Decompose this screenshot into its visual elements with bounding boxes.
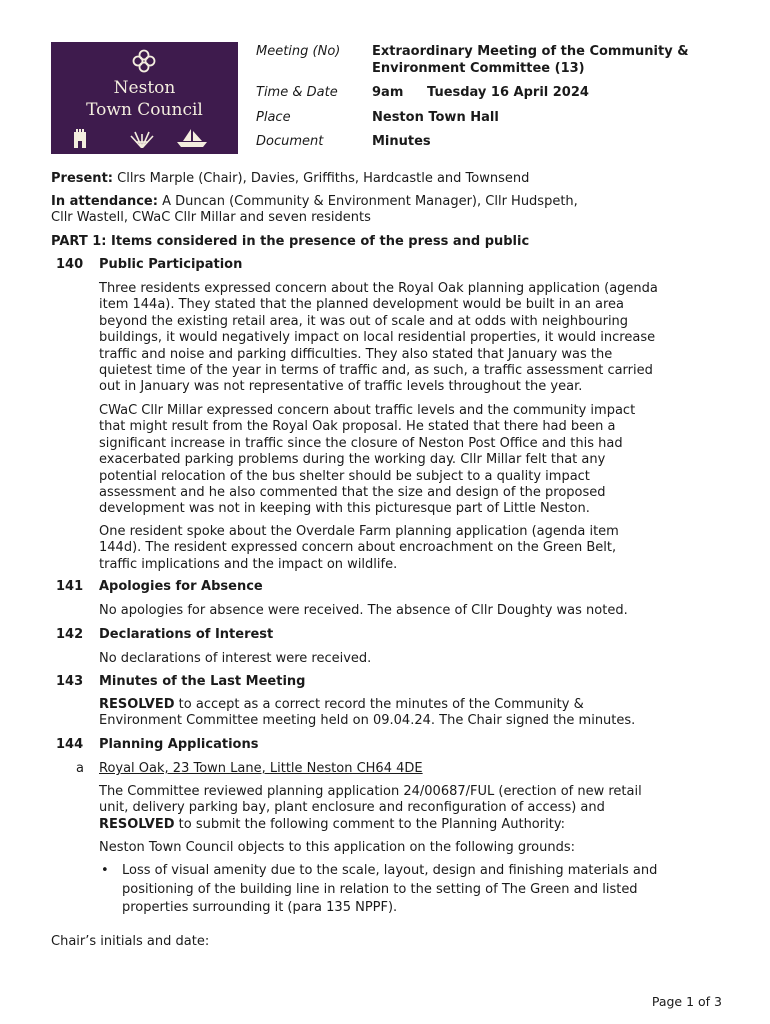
text-line <box>99 697 719 713</box>
sub-item-title-royal-oak: Royal Oak, 23 Town Lane, Little Neston CH64 4DE <box>99 761 423 776</box>
text-line: unit, delivery parking bay, plant enclosure and reconfiguration of access) and <box>99 800 605 816</box>
public-participation-para-3 <box>99 524 719 573</box>
text-line: positioning of the building line in relation to the setting of The Green and listed <box>122 881 638 897</box>
text-line: Environment Committee meeting held on 09.04.24. The Chair signed the minutes. <box>99 713 636 729</box>
item-number-140: 140 <box>56 257 84 272</box>
tower-icon <box>73 128 87 148</box>
text-line: exacerbated parking problems during the working day. Cllr Millar felt that any <box>99 452 606 468</box>
attendance-label: In attendance: <box>51 194 158 209</box>
chair-initials-label: Chair’s initials and date: <box>51 934 210 949</box>
text-line: Loss of visual amenity due to the scale, layout, design and finishing materials and <box>122 863 658 878</box>
apologies-text: No apologies for absence were received. The absence of Cllr Doughty was noted. <box>99 603 628 618</box>
resolved-label: RESOLVED <box>99 816 175 832</box>
present-text: Cllrs Marple (Chair), Davies, Griffiths, Hardcastle and Townsend <box>117 171 530 186</box>
document-value: Minutes <box>372 134 431 149</box>
text-line: assessment and he also commented that the size and design of the proposed <box>99 485 606 501</box>
place-value: Neston Town Hall <box>372 110 499 125</box>
item-number-142: 142 <box>56 627 84 642</box>
text-line: beyond the existing retail area, it was out of scale and at odds with neighbouring <box>99 313 629 329</box>
ship-icon <box>175 128 209 148</box>
item-number-143: 143 <box>56 674 84 689</box>
logo-line-2: Town Council <box>86 100 203 120</box>
document-label: Document <box>256 134 324 149</box>
declarations-text: No declarations of interest were received. <box>99 651 372 666</box>
wheat-sheaf-icon <box>129 128 155 148</box>
date-value: Tuesday 16 April 2024 <box>427 85 589 100</box>
council-logo <box>51 42 238 154</box>
part1-heading: PART 1: Items considered in the presence of the press and public <box>51 234 530 249</box>
celtic-knot-icon <box>131 48 157 74</box>
text-line: that might result from the Royal Oak proposal. He stated that there had been a <box>99 419 616 435</box>
bullet-marker: • <box>101 863 109 878</box>
text-line <box>99 817 719 833</box>
time-date-label: Time & Date <box>256 85 338 100</box>
text-line: Three residents expressed concern about the Royal Oak planning application (agenda <box>99 281 658 296</box>
page-number: Page 1 of 3 <box>651 994 722 1009</box>
text-line: properties surrounding it (para 135 NPPF). <box>122 900 398 916</box>
place-label: Place <box>256 110 291 125</box>
text-line: development was not in keeping with this picturesque part of Little Neston. <box>99 501 590 517</box>
resolution-text: to accept as a correct record the minutes of the Community & <box>178 697 584 712</box>
meeting-value-line-1: Extraordinary Meeting of the Community & <box>372 44 689 59</box>
objection-intro: Neston Town Council objects to this application on the following grounds: <box>99 840 575 855</box>
text-line: out in January was not representative of traffic levels throughout the year. <box>99 379 583 395</box>
sub-item-letter: a <box>76 761 84 776</box>
item-title-declarations: Declarations of Interest <box>99 627 274 642</box>
attendance-text-2: Cllr Wastell, CWaC Cllr Millar and seven residents <box>51 210 371 225</box>
text-line: 144d). The resident expressed concern about encroachment on the Green Belt, <box>99 540 617 556</box>
text-line: CWaC Cllr Millar expressed concern about traffic levels and the community impact <box>99 403 636 418</box>
attendance-text-1: A Duncan (Community & Environment Manager), Cllr Hudspeth, <box>162 194 578 209</box>
item-title-planning: Planning Applications <box>99 737 259 752</box>
planning-review-para <box>99 784 719 833</box>
public-participation-para-2 <box>99 403 719 518</box>
text-line: item 144a). They stated that the planned development would be built in an area <box>99 297 624 313</box>
text-line: traffic and noise and parking difficulties. They also stated that January was the <box>99 346 613 362</box>
resolved-label: RESOLVED <box>99 697 175 712</box>
objection-bullet <box>122 862 722 918</box>
item-title-apologies: Apologies for Absence <box>99 579 263 594</box>
text-line: buildings, it would negatively impact on local residential properties, it would increase <box>99 330 656 346</box>
present-label: Present: <box>51 171 113 186</box>
present-line <box>51 171 529 187</box>
attendance-line-1 <box>51 194 578 210</box>
text-line: traffic implications and the impact on wildlife. <box>99 556 398 572</box>
text-line: quietest time of the year in terms of traffic and, as such, a traffic assessment carried <box>99 363 653 379</box>
time-value: 9am <box>372 85 404 100</box>
logo-line-1: Neston <box>113 78 176 98</box>
text-line: significant increase in traffic since the closure of Neston Post Office and this had <box>99 435 623 451</box>
resolution-text: to submit the following comment to the Planning Authority: <box>178 816 565 832</box>
meeting-value-line-2: Environment Committee (13) <box>372 61 585 76</box>
text-line: One resident spoke about the Overdale Farm planning application (agenda item <box>99 524 619 539</box>
text-line: potential relocation of the bus shelter should be subject to a quality impact <box>99 468 590 484</box>
item-number-144: 144 <box>56 737 84 752</box>
minutes-resolution <box>99 697 719 730</box>
item-title-public-participation: Public Participation <box>99 257 243 272</box>
text-line: The Committee reviewed planning application 24/00687/FUL (erection of new retail <box>99 784 642 799</box>
item-number-141: 141 <box>56 579 84 594</box>
public-participation-para-1 <box>99 281 719 396</box>
item-title-minutes: Minutes of the Last Meeting <box>99 674 306 689</box>
meeting-label: Meeting (No) <box>256 44 341 59</box>
